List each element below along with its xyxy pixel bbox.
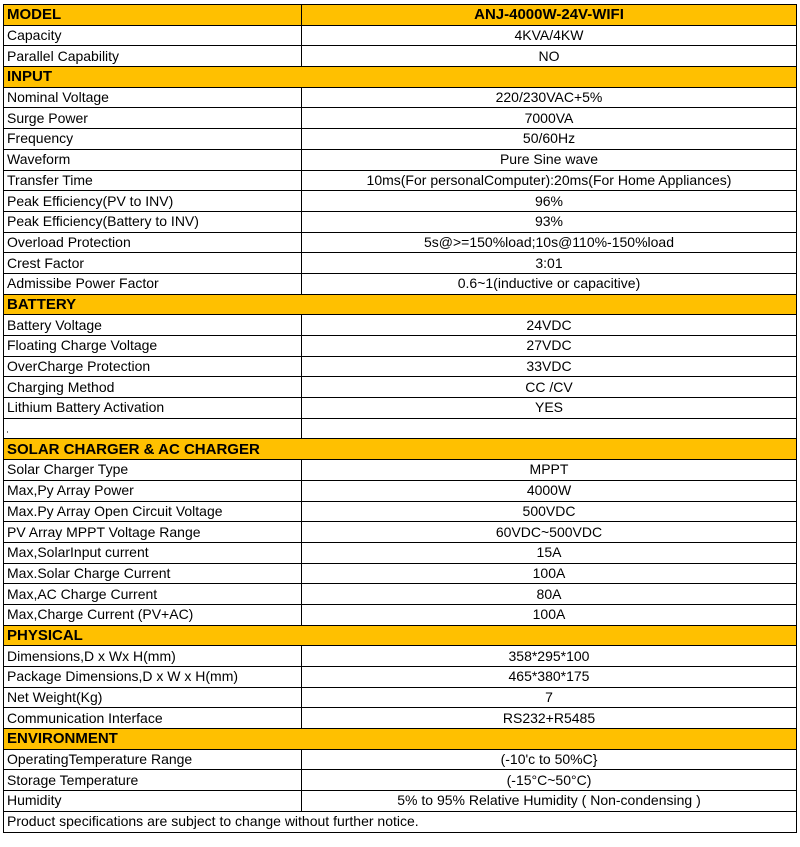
spec-label: Waveform (4, 149, 302, 170)
spec-label: OverCharge Protection (4, 356, 302, 377)
spec-value: 15A (302, 542, 797, 563)
section-header-battery (4, 294, 797, 315)
spec-row (4, 253, 797, 274)
section-title: PHYSICAL (4, 625, 797, 646)
spec-row (4, 336, 797, 357)
faint-mark (7, 431, 18, 433)
spec-row (4, 211, 797, 232)
spec-label: Humidity (4, 791, 302, 812)
model-value: ANJ-4000W-24V-WIFI (302, 5, 797, 26)
spec-row (4, 108, 797, 129)
spec-value: 0.6~1(inductive or capacitive) (302, 273, 797, 294)
spec-row (4, 232, 797, 253)
spec-label: Max,SolarInput current (4, 542, 302, 563)
spec-value: NO (302, 46, 797, 67)
spec-label: Nominal Voltage (4, 87, 302, 108)
spec-label: Charging Method (4, 377, 302, 398)
blank-row (4, 418, 797, 439)
spec-label: Communication Interface (4, 708, 302, 729)
section-title: INPUT (4, 67, 797, 88)
spec-value: YES (302, 398, 797, 419)
spec-value: 93% (302, 211, 797, 232)
spec-row (4, 604, 797, 625)
spec-label: Frequency (4, 129, 302, 150)
spec-value: 7 (302, 687, 797, 708)
spec-label: PV Array MPPT Voltage Range (4, 522, 302, 543)
spec-value: 465*380*175 (302, 667, 797, 688)
spec-label: Parallel Capability (4, 46, 302, 67)
model-header-row (4, 5, 797, 26)
spec-label: Max,Charge Current (PV+AC) (4, 604, 302, 625)
spec-row (4, 398, 797, 419)
spec-value: 3:01 (302, 253, 797, 274)
spec-value: CC /CV (302, 377, 797, 398)
spec-row (4, 584, 797, 605)
spec-row (4, 25, 797, 46)
blank-cell (302, 418, 797, 439)
spec-row (4, 667, 797, 688)
spec-label: Peak Efficiency(Battery to INV) (4, 211, 302, 232)
spec-value: 7000VA (302, 108, 797, 129)
spec-table (3, 4, 797, 833)
spec-label: Max,Py Array Power (4, 480, 302, 501)
spec-label: Peak Efficiency(PV to INV) (4, 191, 302, 212)
spec-row (4, 646, 797, 667)
spec-row (4, 542, 797, 563)
spec-row (4, 129, 797, 150)
spec-label: Solar Charger Type (4, 460, 302, 481)
spec-label: Battery Voltage (4, 315, 302, 336)
spec-label: Surge Power (4, 108, 302, 129)
spec-value: 50/60Hz (302, 129, 797, 150)
spec-label: Transfer Time (4, 170, 302, 191)
spec-label: Admissibe Power Factor (4, 273, 302, 294)
spec-label: Dimensions,D x Wx H(mm) (4, 646, 302, 667)
spec-row (4, 170, 797, 191)
spec-label: Crest Factor (4, 253, 302, 274)
spec-row (4, 356, 797, 377)
model-label: MODEL (4, 5, 302, 26)
spec-value: 60VDC~500VDC (302, 522, 797, 543)
spec-label: Package Dimensions,D x W x H(mm) (4, 667, 302, 688)
spec-value: 4KVA/4KW (302, 25, 797, 46)
footer-note-row (4, 811, 797, 832)
spec-row (4, 315, 797, 336)
spec-value: 33VDC (302, 356, 797, 377)
spec-value: 100A (302, 563, 797, 584)
spec-value: 5% to 95% Relative Humidity ( Non-condensing ) (302, 791, 797, 812)
spec-label: Overload Protection (4, 232, 302, 253)
spec-label: Storage Temperature (4, 770, 302, 791)
section-title: BATTERY (4, 294, 797, 315)
spec-row (4, 749, 797, 770)
section-title: SOLAR CHARGER & AC CHARGER (4, 439, 797, 460)
section-header-environment (4, 729, 797, 750)
spec-row (4, 791, 797, 812)
spec-value: 500VDC (302, 501, 797, 522)
section-header-input (4, 67, 797, 88)
spec-row (4, 191, 797, 212)
spec-value: 10ms(For personalComputer):20ms(For Home Appliances) (302, 170, 797, 191)
spec-value: RS232+R5485 (302, 708, 797, 729)
spec-row (4, 480, 797, 501)
spec-row (4, 46, 797, 67)
spec-row (4, 377, 797, 398)
spec-label: Max.Py Array Open Circuit Voltage (4, 501, 302, 522)
spec-row (4, 87, 797, 108)
spec-row (4, 149, 797, 170)
spec-value: 220/230VAC+5% (302, 87, 797, 108)
spec-row (4, 770, 797, 791)
spec-row (4, 522, 797, 543)
spec-value: 100A (302, 604, 797, 625)
spec-value: 96% (302, 191, 797, 212)
spec-value: 5s@>=150%load;10s@110%-150%load (302, 232, 797, 253)
spec-value: 24VDC (302, 315, 797, 336)
spec-value: 358*295*100 (302, 646, 797, 667)
spec-label: Floating Charge Voltage (4, 336, 302, 357)
section-header-solar (4, 439, 797, 460)
spec-label: Max,AC Charge Current (4, 584, 302, 605)
spec-value: Pure Sine wave (302, 149, 797, 170)
spec-row (4, 708, 797, 729)
spec-label: Max.Solar Charge Current (4, 563, 302, 584)
spec-value: (-15°C~50°C) (302, 770, 797, 791)
spec-value: 27VDC (302, 336, 797, 357)
spec-label: Lithium Battery Activation (4, 398, 302, 419)
spec-row (4, 563, 797, 584)
spec-label: OperatingTemperature Range (4, 749, 302, 770)
spec-row (4, 501, 797, 522)
section-header-physical (4, 625, 797, 646)
spec-value: MPPT (302, 460, 797, 481)
spec-row (4, 687, 797, 708)
spec-value: 4000W (302, 480, 797, 501)
spec-label: Net Weight(Kg) (4, 687, 302, 708)
spec-value: 80A (302, 584, 797, 605)
spec-label: Capacity (4, 25, 302, 46)
spec-row (4, 460, 797, 481)
footer-note: Product specifications are subject to change without further notice. (4, 811, 797, 832)
spec-row (4, 273, 797, 294)
blank-cell (4, 418, 302, 439)
spec-sheet (3, 4, 796, 833)
spec-value: (-10'c to 50%C} (302, 749, 797, 770)
section-title: ENVIRONMENT (4, 729, 797, 750)
